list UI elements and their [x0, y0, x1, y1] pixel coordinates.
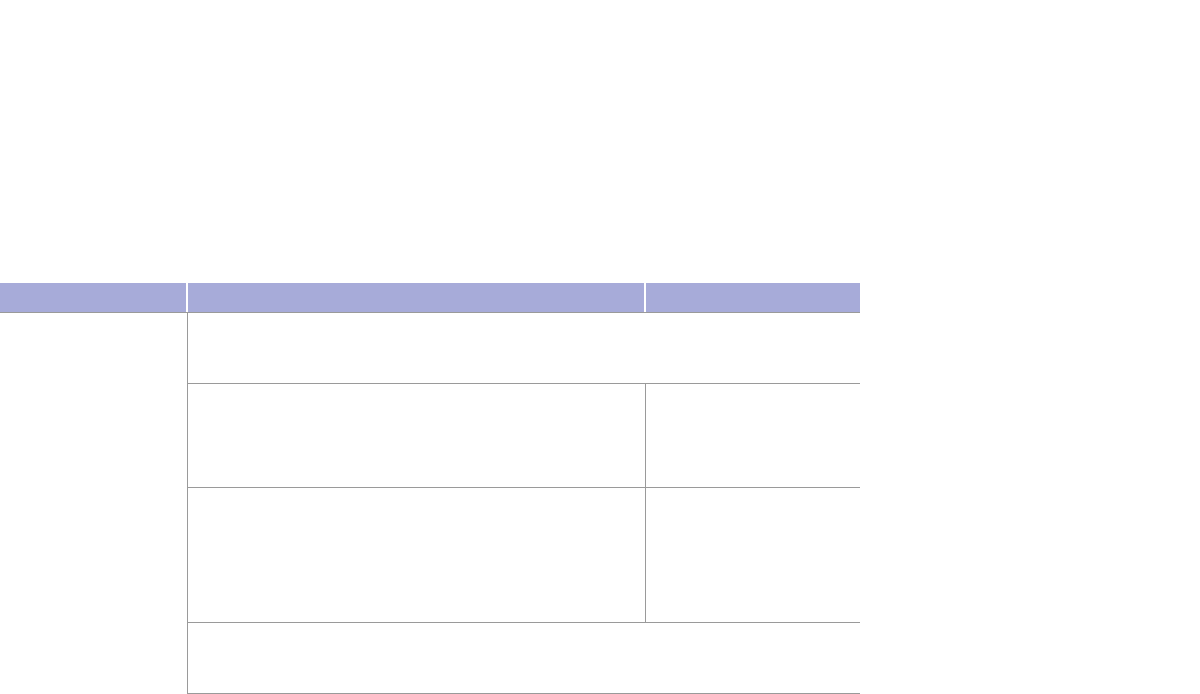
table-top-line [0, 312, 860, 313]
row-divider [187, 622, 860, 623]
header-measures [188, 283, 644, 312]
results-column-divider [645, 383, 646, 623]
header-results [646, 283, 860, 312]
row-divider [187, 383, 860, 384]
timeline-arrows [0, 0, 1200, 270]
row-divider [187, 487, 860, 488]
overtime-chart [900, 315, 1200, 480]
header-item [0, 283, 186, 312]
leave-rate-chart [900, 540, 1200, 694]
item-column-divider [187, 312, 188, 694]
